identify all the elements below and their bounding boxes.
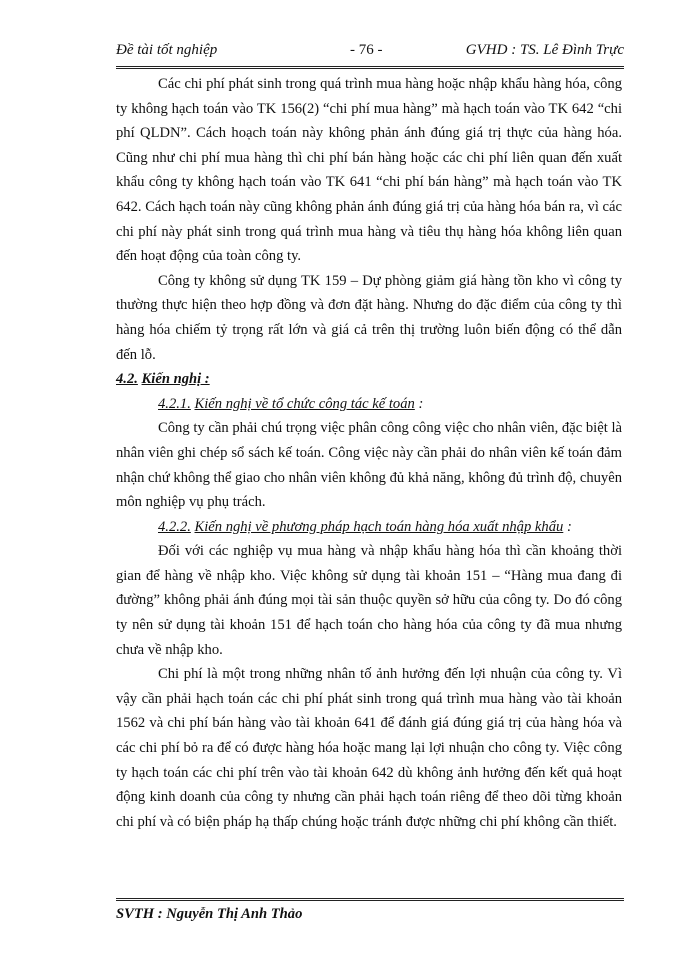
subsection-title: Kiến nghị về phương pháp hạch toán hàng hóa xuất nhập khẩu	[194, 518, 564, 535]
paragraph-cost-accounting: Các chi phí phát sinh trong quá trình mua hàng hoặc nhập khẩu hàng hóa, công ty không hạch toán vào TK 156(2) “chi phí mua hàng” mà hạch toán vào TK 642 “chi phí QLDN”. Cách hoạch toán này không phản ánh đúng giá trị thực của hàng hóa. Cũng như chi phí mua hàng thì chi phí bán hàng hoặc các chi phí liên quan đến xuất khẩu công ty không hạch toán vào TK 641 “chi phí bán hàng” mà hạch toán vào TK 642. Cách hạch toán này cũng không phản ánh đúng giá trị của hàng hóa bán ra, vì các chi phí này phát sinh trong quá trình mua hàng và tiêu thụ hàng hóa không liên quan đến hoạt động của toàn công ty.	[116, 76, 622, 265]
subsection-number: 4.2.1.	[158, 395, 191, 412]
header-thesis-title: Đề tài tốt nghiệp	[116, 42, 218, 58]
paragraph-cost-profit: Chi phí là một trong những nhân tố ảnh hưởng đến lợi nhuận của công ty. Vì vậy cần phải hạch toán các chi phí phát sinh trong quá trình mua hàng vào tài khoản 1562 và chi phí bán hàng vào tài khoản 641 để đánh giá đúng giá trị của hàng hóa và các chi phí bỏ ra để có được hàng hóa hoặc mang lại lợi nhuận cho công ty. Việc công ty hạch toán các chi phí trên vào tài khoản 642 dù không ảnh hưởng đến kết quả hoạt động kinh doanh của công ty nhưng cần phải hạch toán riêng để theo dõi từng khoản chi phí và có biện pháp hạ thấp chúng hoặc tránh được những chi phí không cần thiết.	[116, 666, 622, 830]
paragraph-goods-in-transit: Đối với các nghiệp vụ mua hàng và nhập khẩu hàng hóa thì cần khoảng thời gian để hàng về nhập kho. Việc không sử dụng tài khoản 151 – “Hàng mua đang đi đường” không phải ánh đúng mọi tài sản thuộc quyền sở hữu của công ty. Do đó công ty nên sử dụng tài khoản 151 để hạch toán cho hàng hóa của công ty đã mua nhưng chưa về nhập kho.	[116, 543, 622, 658]
subsection-number: 4.2.2.	[158, 518, 191, 535]
paragraph-inventory-provision: Công ty không sử dụng TK 159 – Dự phòng giảm giá hàng tồn kho vì công ty thường thực hiện theo hợp đồng và đơn đặt hàng. Nhưng do đặc điểm của công ty thì hàng hóa chiếm tỷ trọng rất lớn và giá cả trên thị trường luôn biến động có thể dẫn đến lỗ.	[116, 272, 622, 363]
footer-rule	[116, 898, 624, 901]
subsection-title: Kiến nghị về tổ chức công tác kế toán	[194, 395, 415, 412]
page-number: - 76 -	[350, 42, 383, 58]
document-body	[116, 72, 622, 834]
section-number: 4.2.	[116, 371, 138, 388]
paragraph-staff-assignment: Công ty cần phải chú trọng việc phân công công việc cho nhân viên, đặc biệt là nhân viên ghi chép sổ sách kế toán. Công việc này cần phải do nhân viên kế toán đảm nhận chứ không thể giao cho nhân viên không đủ khả năng, không đủ trình độ, chuyên môn nghiệp vụ phụ trách.	[116, 420, 622, 511]
subsection-colon: :	[563, 518, 572, 535]
header-supervisor: GVHD : TS. Lê Đình Trực	[465, 42, 624, 58]
header-rule	[116, 66, 624, 69]
subsection-heading-organization	[116, 392, 622, 417]
subsection-colon: :	[414, 395, 424, 412]
subsection-heading-method	[116, 515, 622, 540]
page-footer-student: SVTH : Nguyễn Thị Anh Thảo	[116, 906, 303, 922]
section-heading-recommendations	[116, 367, 622, 392]
section-title: Kiến nghị :	[141, 371, 210, 388]
page-header	[116, 42, 624, 64]
